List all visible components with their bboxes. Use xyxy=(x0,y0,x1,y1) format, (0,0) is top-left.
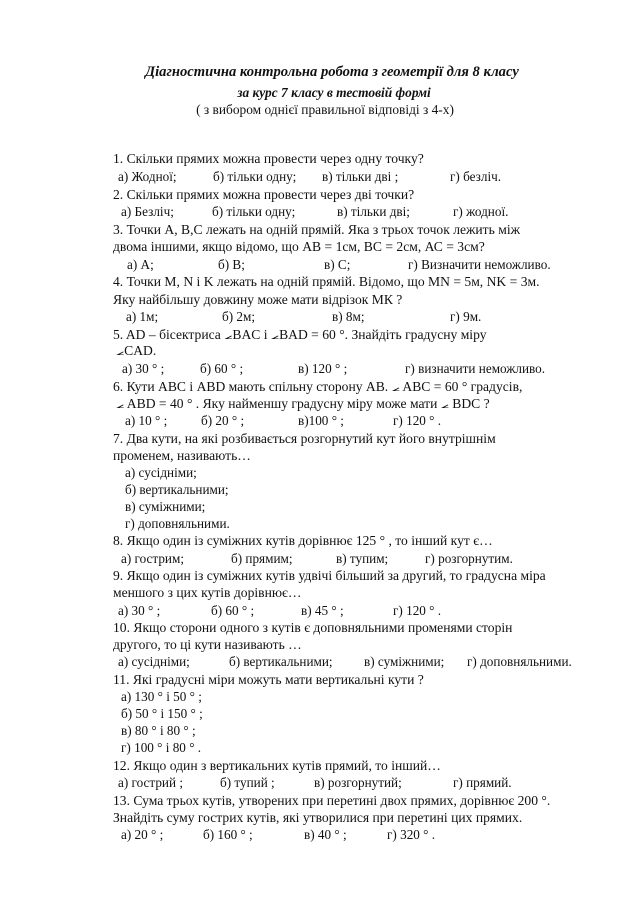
question-6-option-c: в)100 ° ; xyxy=(298,413,344,428)
question-4-option-c: в) 8м; xyxy=(332,309,365,324)
question-4-line-1: 4. Точки M, N і K лежать на одній прямій. Відомо, що MN = 5м, NK = 3м. xyxy=(113,274,540,289)
question-2-text: 2. Скільки прямих можна провести через дві точки? xyxy=(113,187,415,202)
question-11-option-c: в) 80 ° і 80 ° ; xyxy=(121,723,196,738)
question-12-text: 12. Якщо один з вертикальних кутів прямий, то інший… xyxy=(113,758,441,773)
question-3-option-a: а) А; xyxy=(127,257,154,272)
question-9-option-d: г) 120 ° . xyxy=(393,603,442,618)
question-3-line-1: 3. Точки А, В,С лежать на одній прямій. Яка з трьох точок лежить між xyxy=(113,222,520,237)
question-10-option-d: г) доповняльними. xyxy=(467,654,572,669)
question-11-option-a: а) 130 ° і 50 ° ; xyxy=(121,689,202,704)
question-10-option-b: б) вертикальними; xyxy=(229,654,333,669)
question-8-option-b: б) прямим; xyxy=(231,551,293,566)
question-13-option-b: б) 160 ° ; xyxy=(203,827,253,842)
question-9-line-1: 9. Якщо один із суміжних кутів удвічі більший за другий, то градусна міра xyxy=(113,568,546,583)
question-11-option-d: г) 100 ° і 80 ° . xyxy=(121,740,202,755)
question-13-line-1: 13. Сума трьох кутів, утворених при перетині двох прямих, дорівнює 200 °. xyxy=(113,793,551,808)
question-7-option-d: г) доповняльними. xyxy=(125,516,230,531)
question-11-text: 11. Які градусні міри можуть мати вертикальні кути ? xyxy=(113,672,424,687)
question-2-option-a: а) Безліч; xyxy=(121,204,174,219)
question-6-line-1: 6. Кути ABC і ABD мають спільну сторону AB. ⦟ ABC = 60 ° градусів, xyxy=(113,379,523,394)
question-1-option-d: г) безліч. xyxy=(450,169,502,184)
question-12-option-a: а) гострий ; xyxy=(118,775,183,790)
question-1-text: 1. Скільки прямих можна провести через одну точку? xyxy=(113,151,424,166)
question-5-option-c: в) 120 ° ; xyxy=(298,361,348,376)
question-6-option-d: г) 120 ° . xyxy=(393,413,442,428)
question-7-line-2: променем, називають… xyxy=(113,448,251,463)
question-13-option-a: а) 20 ° ; xyxy=(121,827,164,842)
question-7-option-c: в) суміжними; xyxy=(125,499,206,514)
question-9-option-c: в) 45 ° ; xyxy=(301,603,344,618)
question-1-option-c: в) тільки дві ; xyxy=(322,169,399,184)
question-13-option-c: в) 40 ° ; xyxy=(304,827,347,842)
question-6-option-a: а) 10 ° ; xyxy=(125,413,168,428)
question-8-option-c: в) тупим; xyxy=(336,551,389,566)
question-5-option-b: б) 60 ° ; xyxy=(200,361,244,376)
question-13-option-d: г) 320 ° . xyxy=(387,827,436,842)
document-title: Діагностична контрольна робота з геометрії для 8 класу xyxy=(145,64,519,80)
question-7-line-1: 7. Два кути, на які розбивається розгорнутий кут його внутрішнім xyxy=(113,431,496,446)
question-10-option-c: в) суміжними; xyxy=(364,654,445,669)
question-5-option-d: г) визначити неможливо. xyxy=(405,361,546,376)
question-9-option-b: б) 60 ° ; xyxy=(211,603,255,618)
document-subtitle: за курс 7 класу в тестовій формі xyxy=(237,85,431,100)
question-4-option-d: г) 9м. xyxy=(450,309,482,324)
question-10-line-1: 10. Якщо сторони одного з кутів є доповняльними променями сторін xyxy=(113,620,513,635)
question-7-option-b: б) вертикальними; xyxy=(125,482,229,497)
question-3-line-2: двома іншими, якщо відомо, що АВ = 1см, ВС = 2см, АС = 3см? xyxy=(113,239,485,254)
question-8-option-a: а) гострим; xyxy=(121,551,184,566)
question-2-option-d: г) жодної. xyxy=(453,204,509,219)
question-7-option-a: а) сусідніми; xyxy=(125,465,197,480)
question-4-option-b: б) 2м; xyxy=(222,309,256,324)
question-5-line-2: ⦟CAD. xyxy=(116,343,157,358)
question-8-option-d: г) розгорнутим. xyxy=(425,551,513,566)
question-8-text: 8. Якщо один із суміжних кутів дорівнює 125 ° , то інший кут є… xyxy=(113,533,493,548)
question-12-option-b: б) тупий ; xyxy=(220,775,275,790)
question-12-option-d: г) прямий. xyxy=(453,775,512,790)
question-1-option-b: б) тільки одну; xyxy=(213,169,297,184)
question-9-option-a: а) 30 ° ; xyxy=(118,603,161,618)
question-3-option-c: в) С; xyxy=(324,257,351,272)
question-11-option-b: б) 50 ° і 150 ° ; xyxy=(121,706,203,721)
question-10-option-a: а) сусідніми; xyxy=(118,654,190,669)
question-10-line-2: другого, то ці кути називають … xyxy=(113,637,302,652)
question-3-option-d: г) Визначити неможливо. xyxy=(408,257,551,272)
question-4-option-a: а) 1м; xyxy=(126,309,159,324)
question-3-option-b: б) В; xyxy=(218,257,245,272)
question-12-option-c: в) розгорнутий; xyxy=(314,775,402,790)
question-5-option-a: а) 30 ° ; xyxy=(122,361,165,376)
question-2-option-c: в) тільки дві; xyxy=(337,204,410,219)
question-4-line-2: Яку найбільшу довжину може мати відрізок МК ? xyxy=(113,292,403,307)
question-1-option-a: а) Жодної; xyxy=(118,169,177,184)
question-2-option-b: б) тільки одну; xyxy=(212,204,296,219)
question-9-line-2: меншого з цих кутів дорівнює… xyxy=(113,585,302,600)
question-13-line-2: Знайдіть суму гострих кутів, які утворилися при перетині цих прямих. xyxy=(113,810,523,825)
document-note: ( з вибором однієї правильної відповіді з 4-х) xyxy=(196,102,454,117)
question-6-option-b: б) 20 ° ; xyxy=(201,413,245,428)
question-6-line-2: ⦟ ABD = 40 ° . Яку найменшу градусну міру може мати ⦟ BDC ? xyxy=(116,396,490,411)
question-5-line-1: 5. AD – бісектриса ⦟BAC і ⦟BAD = 60 °. Знайдіть градусну міру xyxy=(113,327,487,342)
